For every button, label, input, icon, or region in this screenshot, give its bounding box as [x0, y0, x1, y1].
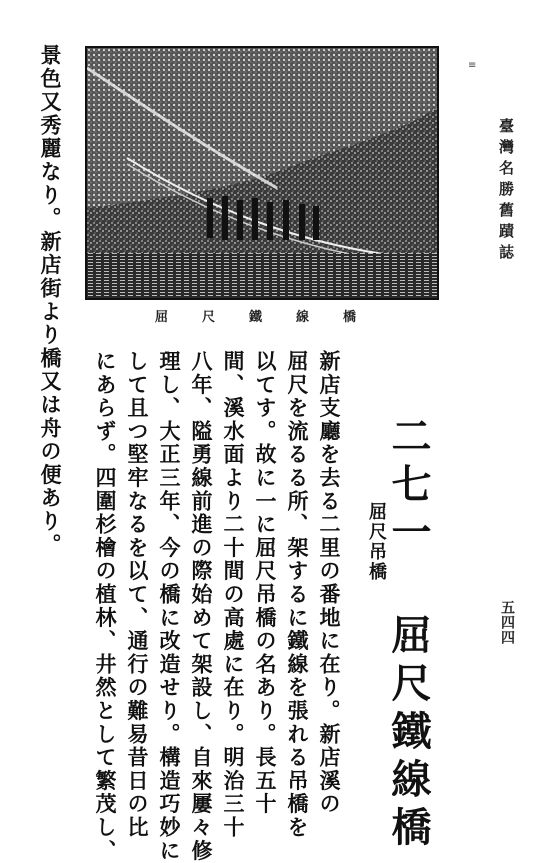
- running-header: 臺灣名勝舊蹟誌: [497, 118, 515, 265]
- photo-caption: 屈尺鐵線橋: [155, 310, 391, 325]
- body-text-column: 間、溪水面より二十間の高處に在り。明治三十: [221, 350, 246, 840]
- body-text-column: にあらず。四圍杉檜の植林、井然として繁茂し、: [93, 350, 118, 863]
- body-text-column: 理し、大正三年、今の橋に改造せり。構造巧妙に: [157, 350, 182, 863]
- body-text-column: 屈尺を流るる所、架するに鐵線を張れる吊橋を: [285, 350, 310, 840]
- section-title: 二七一 屈尺鐵線橋: [385, 415, 432, 854]
- section-subtitle: 屈尺吊橋: [366, 502, 387, 582]
- corner-mark: ≡: [468, 60, 477, 71]
- body-text-column: 八年、隘勇線前進の際始めて架設し、自來屢々修: [189, 350, 214, 863]
- body-text-column: 景色又秀麗なり。新店街より橋又は舟の便あり。: [38, 44, 63, 557]
- body-text-column: して且つ堅牢なるを以て、通行の難易昔日の比: [125, 350, 150, 840]
- page-number: 五四四: [499, 600, 515, 645]
- body-text-column: 新店支廳を去る二里の番地に在り。新店溪の: [317, 350, 342, 816]
- bridge-photograph: [85, 46, 439, 300]
- body-text-column: 以てす。故に一に屈尺吊橋の名あり。長五十: [253, 350, 278, 816]
